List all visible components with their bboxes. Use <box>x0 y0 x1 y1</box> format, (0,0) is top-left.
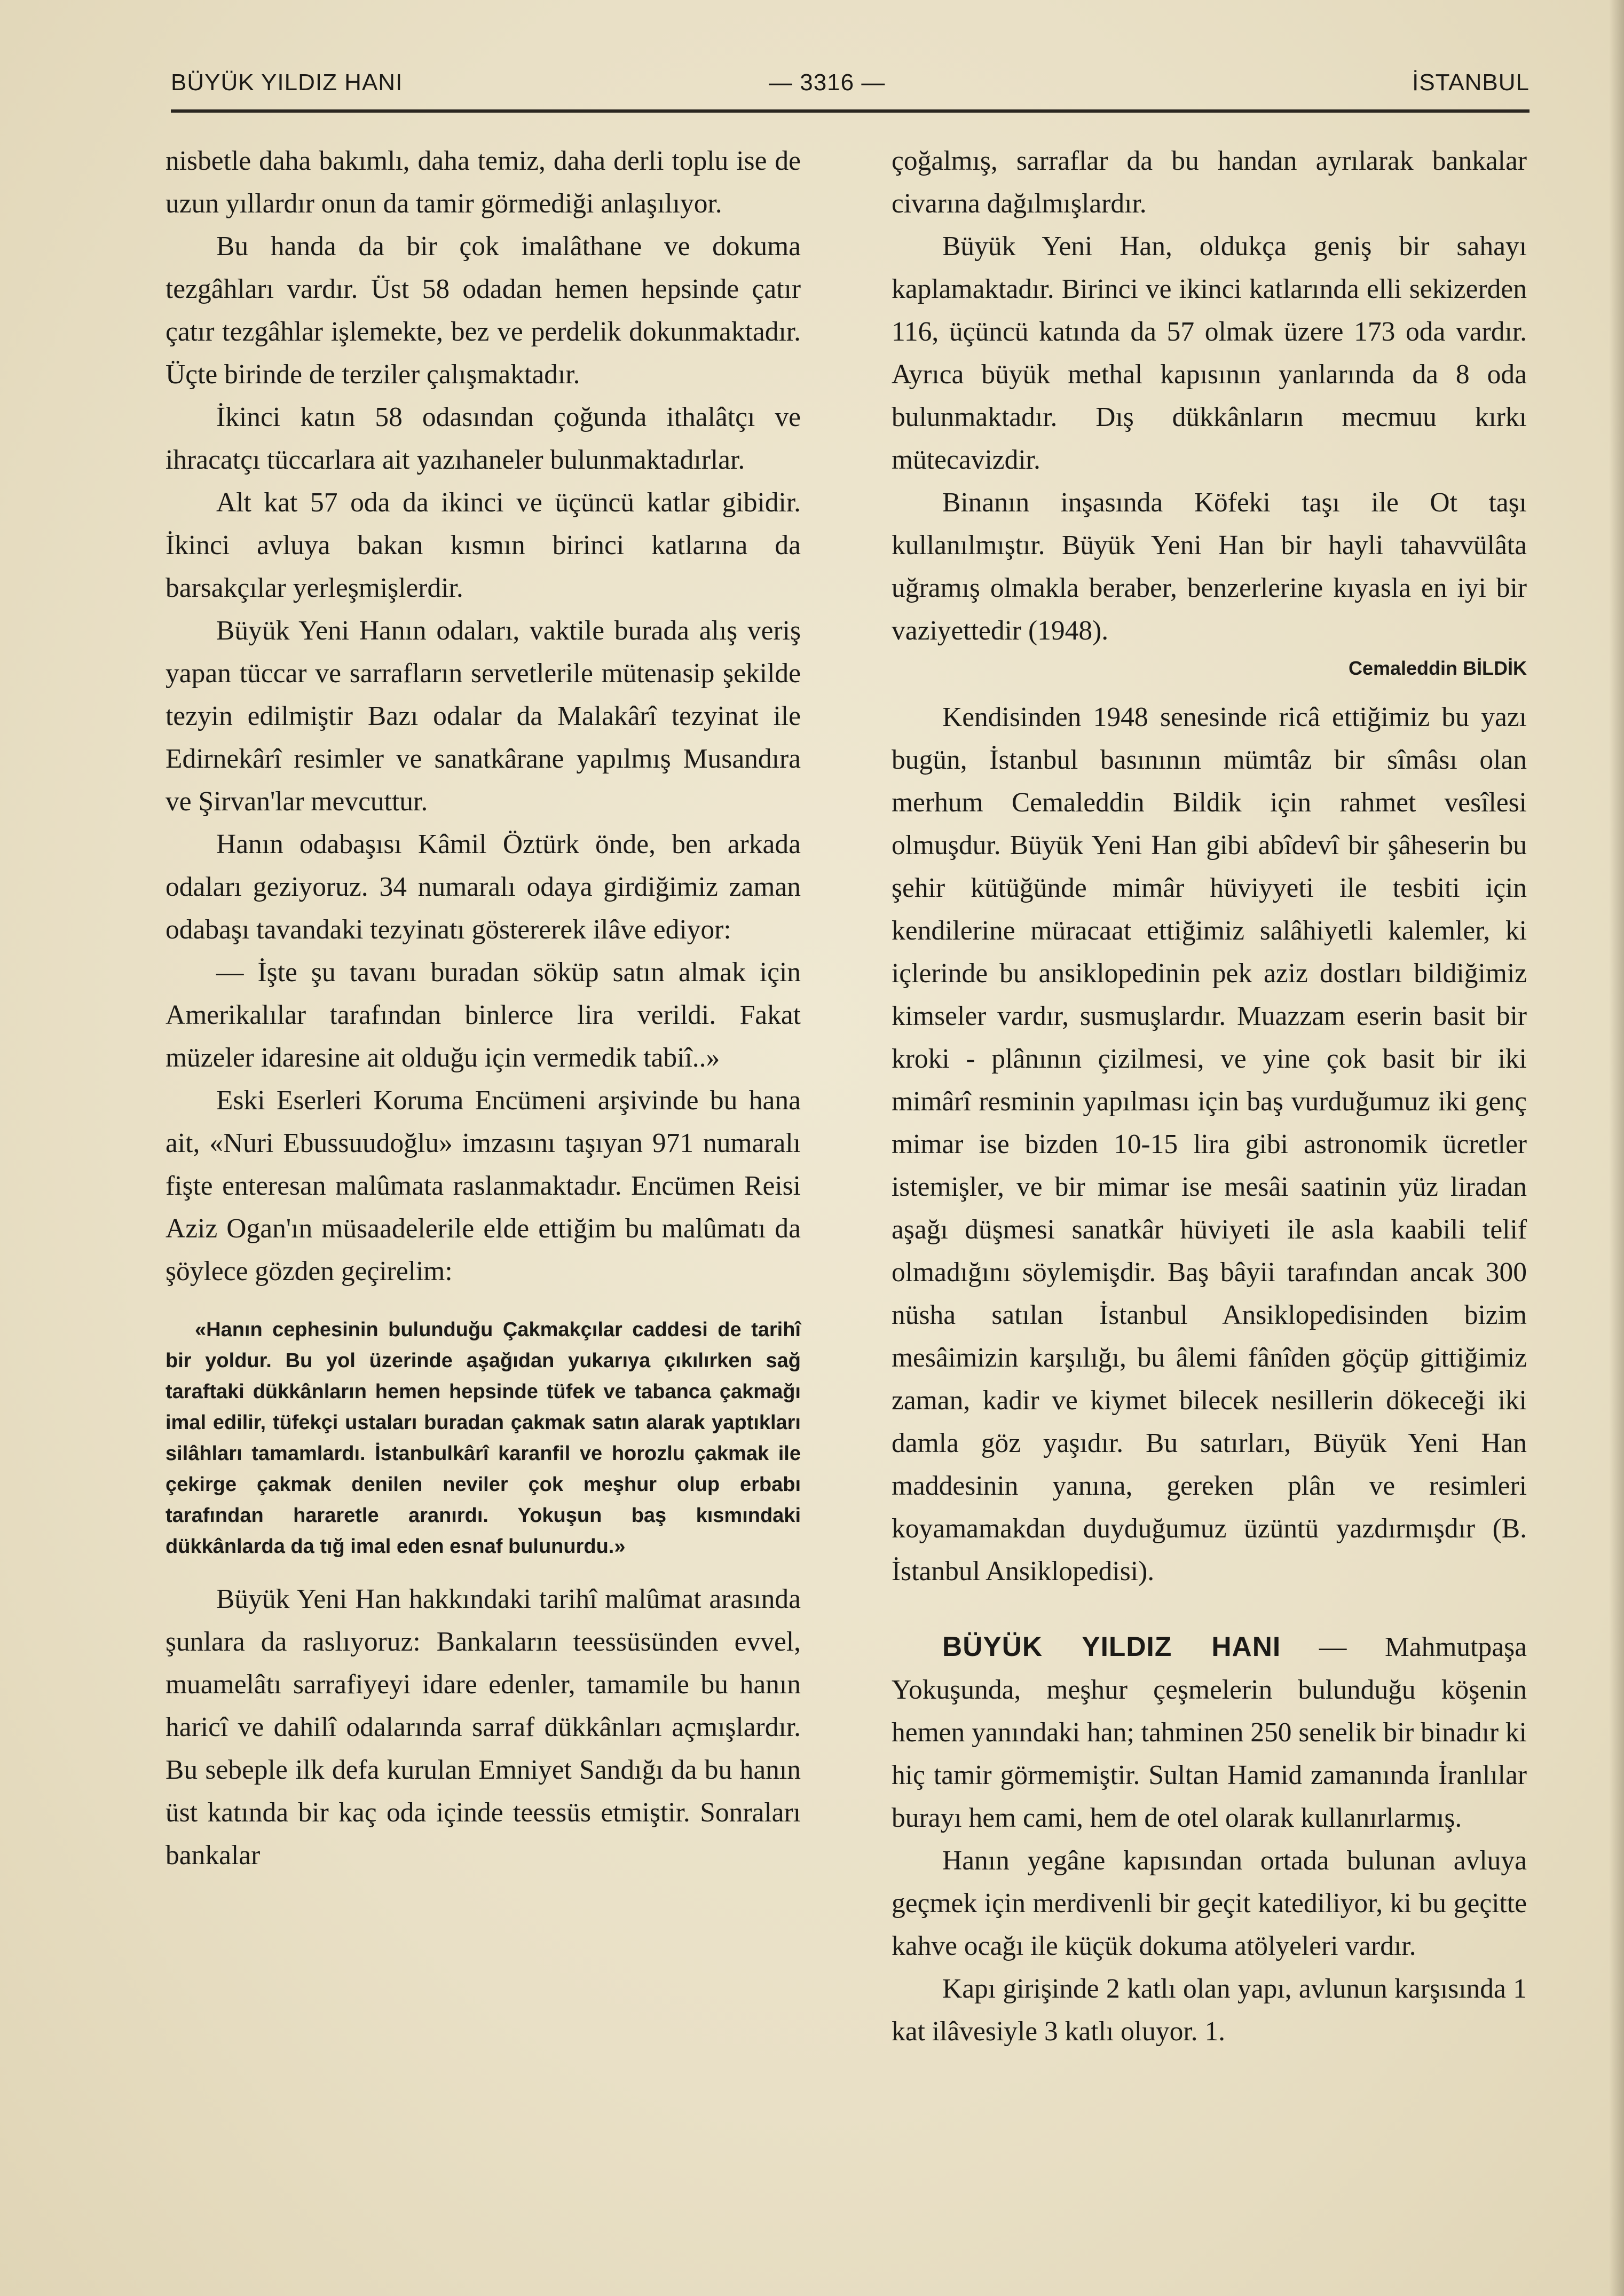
paragraph: Büyük Yeni Han, oldukça geniş bir sahayı kaplamaktadır. Birinci ve ikinci katlarında elli sekizerden 116, üçüncü katında da 57 olmak üzere 173 oda vardır. Ayrıca büyük methal kapısının yanlarında da 8 oda bulunmaktadır. Dış dükkânların mecmuu kırkı mütecavizdir. <box>892 231 1527 475</box>
paragraph: Kendisinden 1948 senesinde ricâ ettiğimiz bu yazı bugün, İstanbul basınının mümtâz bir sîmâsı olan merhum Cemaleddin Bildik için rahmet vesîlesi olmuşdur. Büyük Yeni Han gibi abîdevî bir şâheserin bu şehir kütüğünde mimâr hüviyyeti ile tesbiti için kendilerine müracaat ettiğimiz salâhiyetli kalemler, ki içlerinde bu ansiklopedinin pek aziz dostları bildiğimiz kimseler vardır, susmuşlardır. Muazzam eserin basit bir kroki - plânının çizilmesi, ve yine çok basit bir iki mimârî resminin yapılması için baş vurduğumuz iki genç mimar ise bizden 10-15 lira gibi astronomik ücretler istemişler, ve bir mimar ise mesâi saatinin yüz liradan aşağı düşmesi sanatkâr hüviyeti ile asla kaabili telif olmadığını söylemişdir. Baş bâyii tarafından ancak 300 nüsha satılan İstanbul Ansiklopedisinden bizim mesâimizin karşılığı, bu âlemi fânîden göçüp gittiğimiz zaman, kadir ve kiymet bilecek nesillerin dökeceği iki damla göz yaşıdır. Bu satırları, Büyük Yeni Han maddesinin yanına, gereken plân ve resimleri koyamamakdan duyduğumuz üzüntü yazdırmışdır (B. İstanbul Ansiklopedisi). <box>892 702 1527 1587</box>
paragraph: İkinci katın 58 odasından çoğunda ithalâtçı ve ihracatçı tüccarlara ait yazıhaneler bulunmaktadırlar. <box>165 402 801 475</box>
paragraph: Hanın odabaşısı Kâmil Öztürk önde, ben arkada odaları geziyoruz. 34 numaralı odaya girdiğimiz zaman odabaşı tavandaki tezyinatı göstererek ilâve ediyor: <box>165 829 801 945</box>
header-section: İSTANBUL <box>1412 69 1530 96</box>
running-header <box>171 69 1530 112</box>
paragraph: Alt kat 57 oda da ikinci ve üçüncü katlar gibidir. İkinci avluya bakan kısmın birinci katlarına da barsakçılar yerleşmişlerdir. <box>165 487 801 603</box>
paragraph: Binanın inşasında Köfeki taşı ile Ot taşı kullanılmıştır. Büyük Yeni Han bir hayli tahavvülâta uğramış olmakla beraber, benzerlerine kıyasla en iyi bir vaziyettedir (1948). <box>892 487 1527 646</box>
entry-text: — Mahmutpaşa Yokuşunda, meşhur çeşmelerin bulunduğu köşenin hemen yanındaki han; tahminen 250 senelik bir binadır ki hiç tamir görmemiştir. Sultan Hamid zamanında İranlılar burayı hem cami, hem de otel olarak kullanırlarmış. <box>892 1632 1527 1833</box>
paragraph: Bu handa da bir çok imalâthane ve dokuma tezgâhları vardır. Üst 58 odadan hemen hepsinde çatır çatır tezgâhlar işlemekte, bez ve perdelik dokunmaktadır. Üçte birinde de terziler çalışmaktadır. <box>165 231 801 390</box>
paragraph: nisbetle daha bakımlı, daha temiz, daha derli toplu ise de uzun yıllardır onun da tamir görmediği anlaşılıyor. <box>165 146 801 219</box>
paragraph: çoğalmış, sarraflar da bu handan ayrılarak bankalar civarına dağılmışlardır. <box>892 146 1527 219</box>
right-column <box>892 140 1527 2053</box>
paragraph: — İşte şu tavanı buradan söküp satın almak için Amerikalılar tarafından binlerce lira verildi. Fakat müzeler idaresine ait olduğu için vermedik tabiî..» <box>165 957 801 1073</box>
page-spine-shadow <box>1609 0 1624 2296</box>
archive-quote: «Hanın cephesinin bulunduğu Çakmakçılar caddesi de tarihî bir yoldur. Bu yol üzerinde aşağıdan yukarıya çıkılırken sağ taraftaki dükkânların hemen hepsinde tüfek ve tabanca çakmağı imal edilir, tüfekçi ustaları buradan çakmak satın alarak yaptıkları silâhları tamamlardı. İstanbulkârî karanfil ve horozlu çakmak ile çekirge çakmak denilen neviler çok meşhur olup erbabı tarafından hararetle aranırdı. Yokuşun baş kısmındaki dükkânlarda da tığ imal eden esnaf bulunurdu.» <box>165 1319 801 1558</box>
paragraph: Hanın yegâne kapısından ortada bulunan avluya geçmek için merdivenli bir geçit katediliyor, ki bu geçitte kahve ocağı ile küçük dokuma atölyeleri vardır. <box>892 1845 1527 1961</box>
paragraph: Eski Eserleri Koruma Encümeni arşivinde bu hana ait, «Nuri Ebussuudoğlu» imzasını taşıyan 971 numaralı fişte enteresan malûmata raslanmaktadır. Encümen Reisi Aziz Ogan'ın müsaadelerile elde ettiğim bu malûmatı da şöylece gözden geçirelim: <box>165 1085 801 1287</box>
header-entry-title: BÜYÜK YILDIZ HANI <box>171 69 403 96</box>
author-signature: Cemaleddin BİLDİK <box>1348 657 1527 679</box>
left-column <box>165 140 801 1877</box>
paragraph: Kapı girişinde 2 katlı olan yapı, avlunun karşısında 1 kat ilâvesiyle 3 katlı oluyor. 1. <box>892 1974 1527 2047</box>
paragraph: Büyük Yeni Han hakkındaki tarihî malûmat arasında şunlara da raslıyoruz: Bankaların teessüsünden evvel, muamelâtı sarrafiyeyi idare edenler, tamamile bu hanın haricî ve dahilî odalarında sarraf dükkânları açmışlardır. Bu sebeple ilk defa kurulan Emniyet Sandığı da bu hanın üst katında bir kaç oda içinde teessüs etmiştir. Sonraları bankalar <box>165 1584 801 1871</box>
entry-heading: BÜYÜK YILDIZ HANI <box>942 1631 1281 1662</box>
entry-paragraph <box>892 1625 1527 1840</box>
paragraph: Büyük Yeni Hanın odaları, vaktile burada alış veriş yapan tüccar ve sarrafların servetlerile mütenasip şekilde tezyin edilmiştir Bazı odalar da Malakârî tezyinat ile Edirnekârî resimler ve sanatkârane yapılmış Musandıra ve Şirvan'lar mevcuttur. <box>165 616 801 817</box>
header-rule <box>171 109 1530 113</box>
page-number: — 3316 — <box>769 69 886 96</box>
